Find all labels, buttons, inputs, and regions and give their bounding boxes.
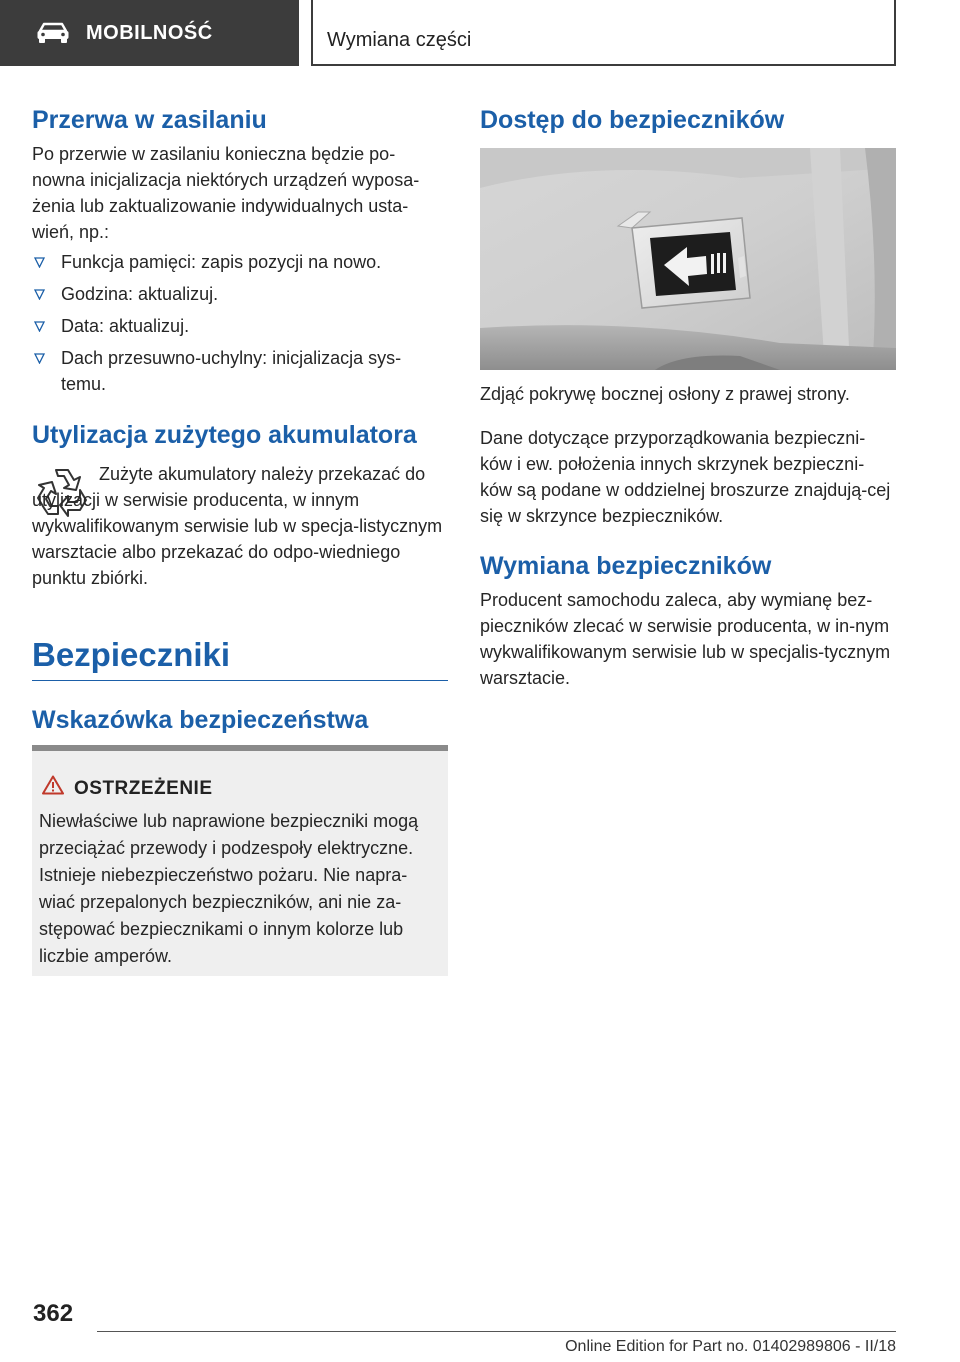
page-number: 362: [33, 1300, 74, 1327]
bullet-triangle-icon: [34, 353, 45, 364]
power-outage-heading: Przerwa w zasilaniu: [32, 106, 267, 134]
warning-box: [32, 745, 448, 976]
fuse-cover-photo: [480, 148, 896, 370]
footer-rule: [97, 1331, 896, 1332]
list-item: [32, 281, 448, 307]
warning-text: Niewłaściwe lub naprawione bezpieczniki mogą przeciążać przewody i podzespoły elektryczne. Istnieje niebezpieczeństwo pożaru. Nie napra-wiać przepalonych bezpieczników, ani nie za-stępować bezpiecznikami o innym kolorze lub liczbie amperów.: [39, 811, 419, 966]
list-item-text: Godzina: aktualizuj.: [61, 284, 219, 304]
section-title: MOBILNOŚĆ: [86, 21, 213, 44]
replace-fuses-heading: Wymiana bezpieczników: [480, 552, 772, 580]
fuse-access-body: Dane dotyczące przyporządkowania bezpieczni-ków i ew. położenia innych skrzynek bezpieczni-ków są podane w oddzielnej broszurze znajdują-cej się w skrzynce bezpieczników.: [480, 428, 891, 526]
list-item-text: Data: aktualizuj.: [61, 316, 190, 336]
power-outage-list: [32, 249, 448, 403]
list-item: [32, 249, 448, 275]
list-item-text: Dach przesuwno-uchylny: inicjalizacja sys-temu.: [61, 348, 402, 394]
edition-note: Online Edition for Part no. 01402989806 - II/18: [565, 1338, 896, 1355]
bullet-triangle-icon: [34, 289, 45, 300]
fuses-heading: Bezpieczniki: [32, 636, 231, 673]
list-item: [32, 345, 448, 397]
fuse-access-caption: Zdjąć pokrywę bocznej osłony z prawej strony.: [480, 384, 850, 404]
list-item: [32, 313, 448, 339]
fuses-heading-rule: [32, 680, 448, 681]
warning-label: OSTRZEŻENIE: [74, 778, 213, 799]
battery-disposal-body: Zużyte akumulatory należy przekazać do utylizacji w serwisie producenta, w innym wykwalifikowanym serwisie lub w specja-listycznym warsztacie albo przekazać do odpo-wiedniego punktu zbiórki.: [32, 464, 443, 588]
bullet-triangle-icon: [34, 321, 45, 332]
chapter-title: Wymiana części: [327, 29, 472, 51]
power-outage-body: Po przerwie w zasilaniu konieczna będzie po-nowna inicjalizacja niektórych urządzeń wyposa-żenia lub zaktualizowanie indywidualnych usta-wień, np.:: [32, 144, 420, 242]
page-header: [0, 0, 960, 66]
list-item-text: Funkcja pamięci: zapis pozycji na nowo.: [61, 252, 382, 272]
safety-note-heading: Wskazówka bezpieczeństwa: [32, 706, 369, 734]
section-tab: [0, 0, 299, 66]
battery-disposal-heading: Utylizacja zużytego akumulatora: [32, 421, 417, 449]
replace-fuses-body: Producent samochodu zaleca, aby wymianę bez-pieczników zlecać w serwisie producenta, w in-nym wykwalifikowanym serwisie lub w specjalis-tycznym warsztacie.: [480, 590, 891, 688]
bullet-triangle-icon: [34, 257, 45, 268]
chapter-tab: [311, 0, 896, 66]
car-icon: [36, 22, 70, 44]
warning-triangle-icon: [42, 775, 64, 795]
fuse-access-heading: Dostęp do bezpieczników: [480, 106, 785, 134]
